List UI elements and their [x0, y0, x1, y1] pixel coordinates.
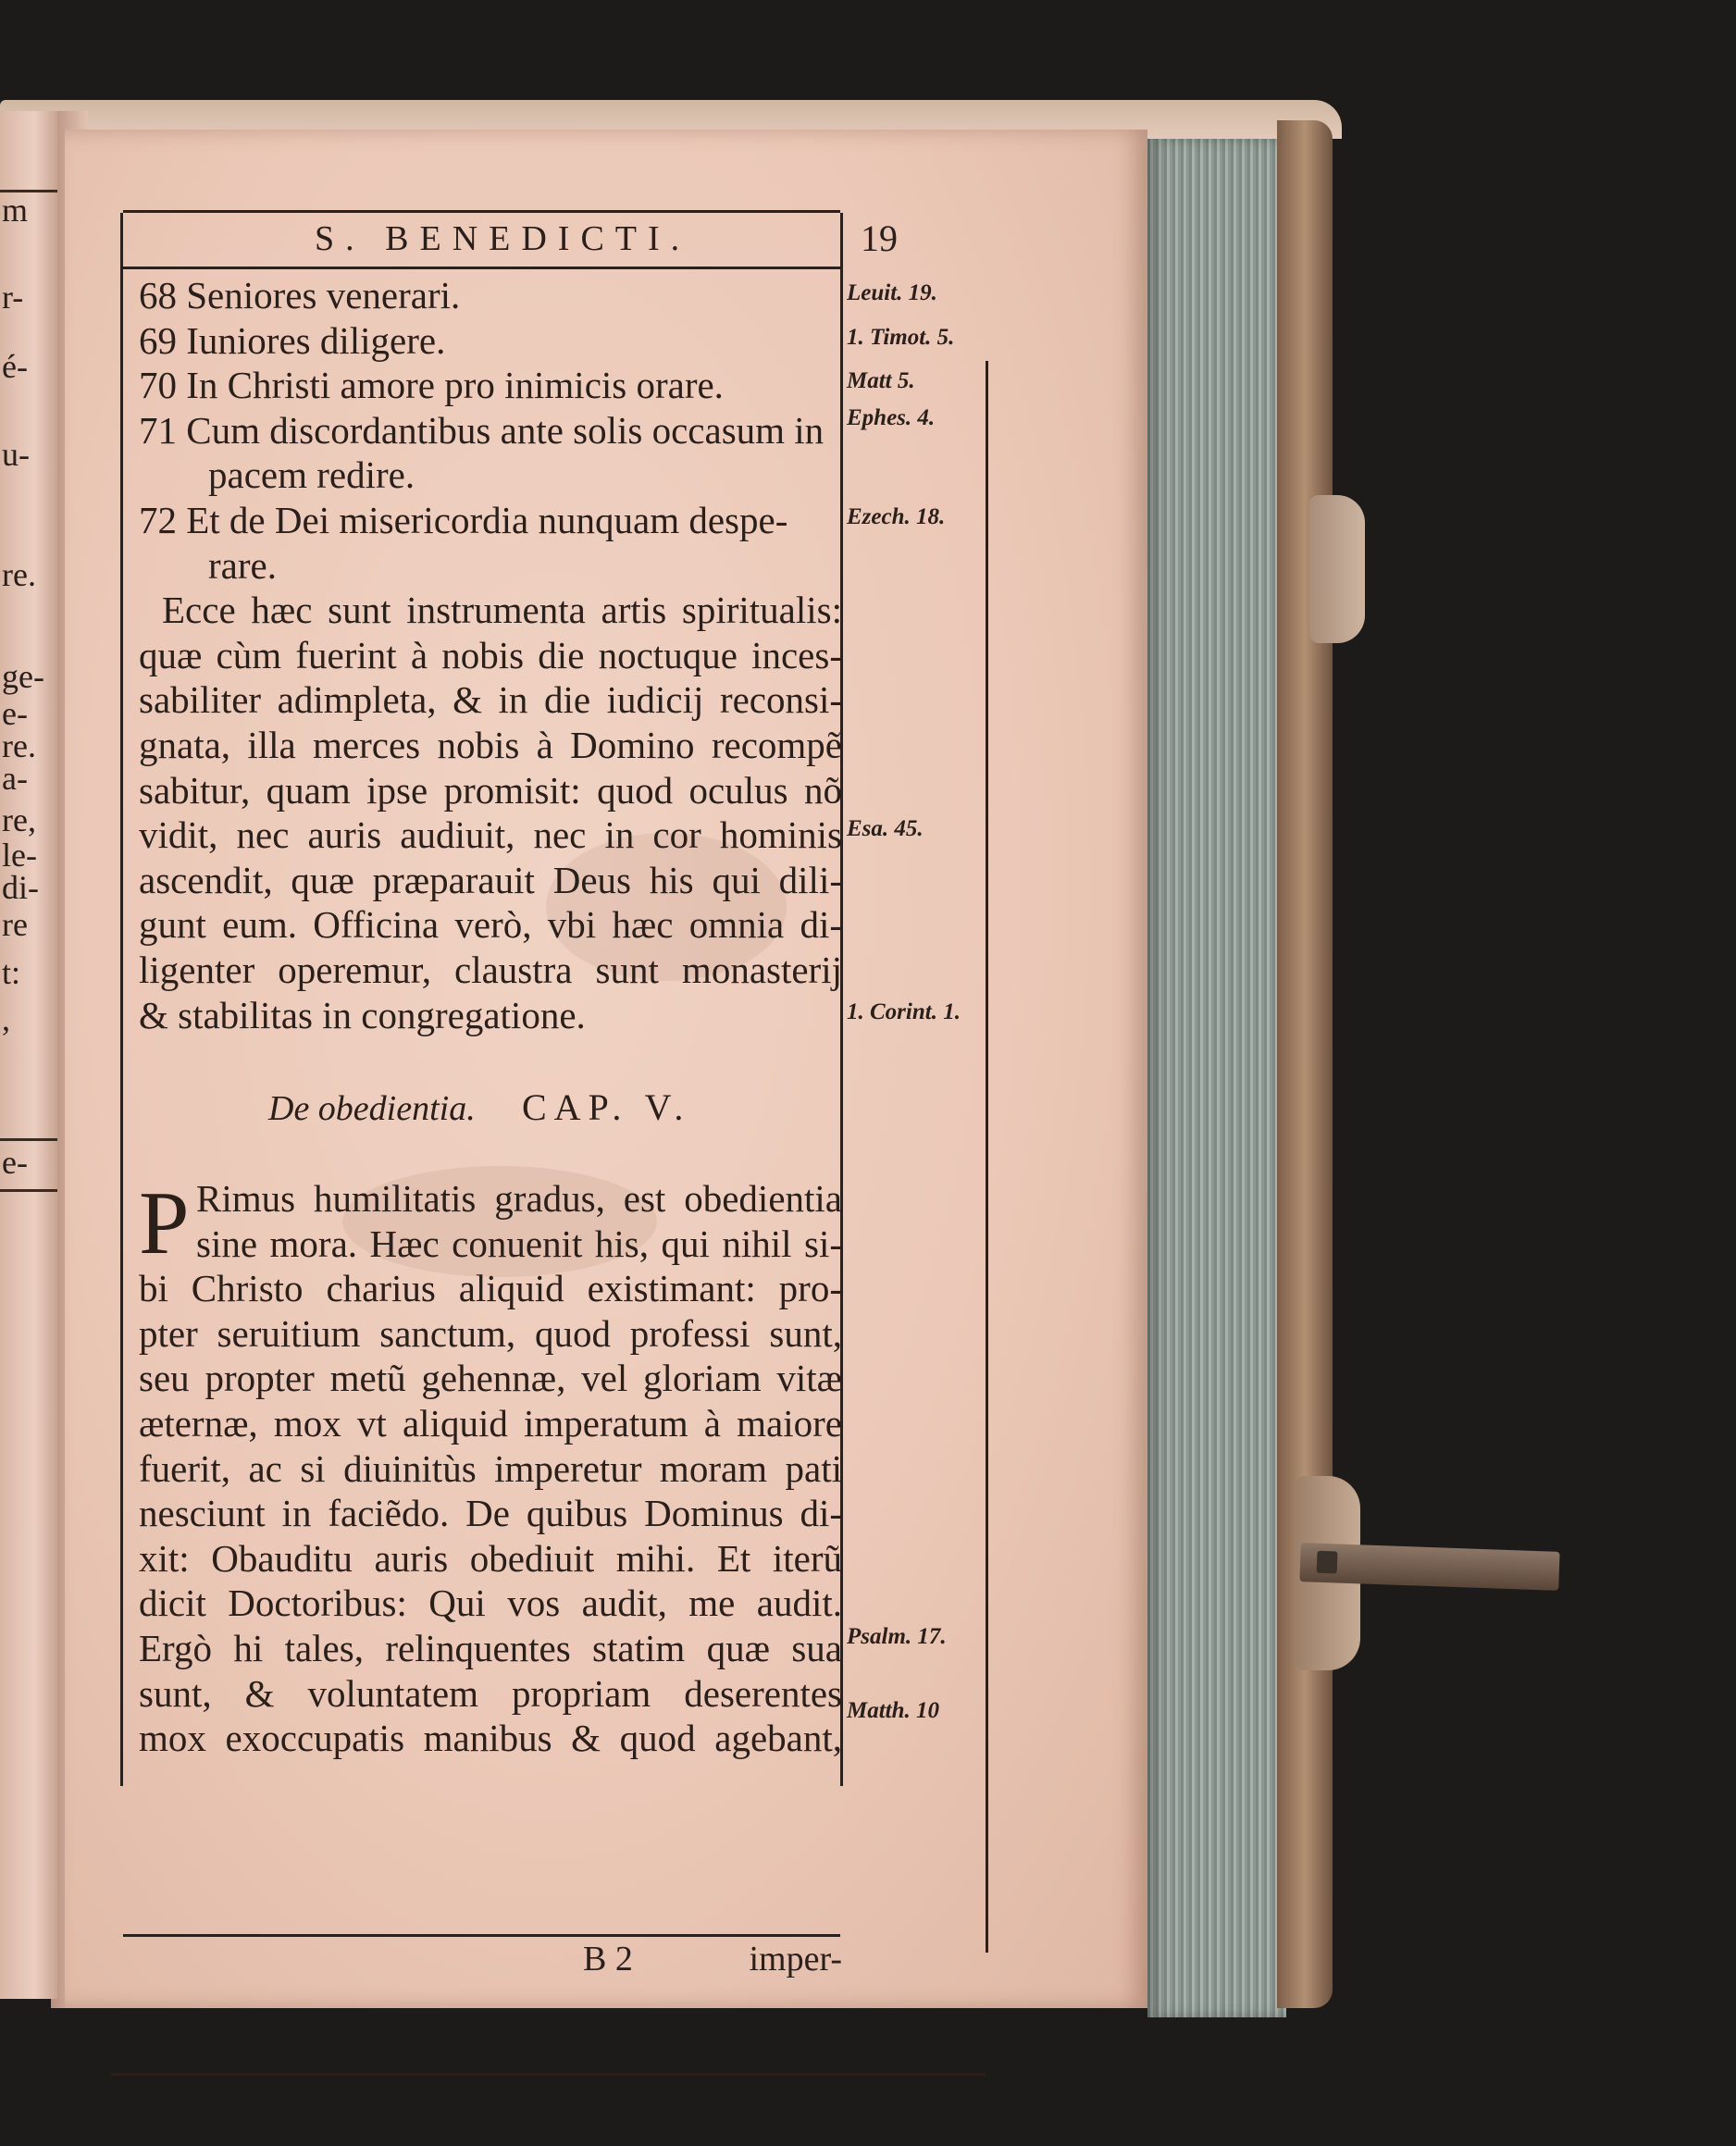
- spacer: [139, 1139, 842, 1176]
- text-line: pacem redire.: [208, 453, 415, 497]
- text-line: seu propter metũ gehennæ, vel gloriam vitæ: [139, 1357, 842, 1400]
- running-title: S. BENEDICTI.: [315, 219, 691, 258]
- left-page-fragment: [0, 111, 57, 1999]
- left-fragment: t:: [2, 954, 21, 991]
- text-bottom-rule: [123, 1934, 840, 1937]
- left-fragment: e-: [2, 695, 28, 732]
- text-line: rare.: [208, 543, 277, 587]
- left-fragment: di-: [2, 869, 39, 906]
- body-text: [139, 273, 842, 1761]
- text-line: sabiliter adimpleta, & in die iudicij reconsi-: [139, 678, 842, 722]
- text-line: pter seruitium sanctum, quod professi sunt,: [139, 1311, 842, 1355]
- clasp-catch: [1309, 495, 1365, 643]
- left-fragment: m: [2, 192, 29, 229]
- left-fragment: r-: [2, 279, 24, 316]
- left-fragment: é-: [2, 348, 28, 385]
- text-line: quæ cùm fuerint à nobis die noctuque inces-: [139, 633, 842, 676]
- left-page-rule: [0, 1138, 57, 1141]
- text-line: mox exoccupatis manibus & quod agebant,: [139, 1717, 842, 1760]
- margin-note: Leuit. 19.: [847, 280, 937, 305]
- margin-note: Psalm. 17.: [847, 1624, 947, 1649]
- text-line: 69 Iuniores diligere.: [139, 318, 446, 362]
- margin-note: Matt 5.: [847, 368, 915, 393]
- left-fragment: a-: [2, 760, 28, 797]
- text-line: & stabilitas in congregatione.: [139, 993, 586, 1036]
- text-line: sine mora. Hæc conuenit his, qui nihil si-: [196, 1222, 842, 1265]
- margin-note: Esa. 45.: [847, 816, 924, 841]
- left-page-rule: [0, 1189, 57, 1192]
- text-line: 71 Cum discordantibus ante solis occasum in: [139, 408, 825, 452]
- clasp-rivet: [1317, 1551, 1338, 1574]
- margin-note: 1. Timot. 5.: [847, 325, 955, 350]
- page-number: 19: [861, 217, 898, 259]
- frame-bottom-rule: [111, 2073, 986, 2076]
- page-footer: [139, 1939, 842, 1985]
- catchword: imper-: [749, 1940, 842, 1979]
- text-line: vidit, nec auris audiuit, nec in cor hominis: [139, 813, 842, 857]
- text-line: Ecce hæc sunt instrumenta artis spiritualis:: [162, 589, 842, 632]
- left-fragment: ,: [2, 1000, 10, 1037]
- running-head: [176, 215, 898, 270]
- left-fragment: re,: [2, 801, 36, 838]
- frame-top-rule: [123, 210, 840, 213]
- chapter-heading: [139, 1037, 842, 1139]
- left-fragment: re.: [2, 727, 36, 764]
- text-line: fuerit, ac si diuinitùs imperetur moram pati: [139, 1446, 842, 1490]
- left-fragment: re.: [2, 556, 36, 593]
- margin-frame-rule: [986, 361, 988, 1953]
- left-fragment: u-: [2, 436, 30, 473]
- margin-note: Matth. 10: [847, 1698, 940, 1723]
- left-fragment: le-: [2, 837, 37, 874]
- page-block-edge: [1147, 139, 1286, 2017]
- chapter-text: [139, 1173, 842, 1761]
- drop-cap: P: [139, 1173, 190, 1274]
- text-line: nesciunt in faciẽdo. De quibus Dominus di-: [139, 1492, 842, 1535]
- margin-notes: [847, 273, 986, 1846]
- text-line: sabitur, quam ipse promisit: quod oculus nõ: [139, 768, 842, 812]
- left-fragment: ge-: [2, 658, 44, 695]
- text-line: Rimus humilitatis gradus, est obedientia: [196, 1177, 842, 1221]
- text-line: sunt, & voluntatem propriam deserentes: [139, 1671, 842, 1715]
- margin-note: 1. Corint. 1.: [847, 999, 961, 1024]
- text-line: xit: Obauditu auris obediuit mihi. Et iterũ: [139, 1536, 842, 1580]
- leather-cover: [1277, 120, 1333, 2008]
- text-line: gnata, illa merces nobis à Domino recompẽ: [139, 723, 842, 766]
- text-line: 70 In Christi amore pro inimicis orare.: [139, 364, 724, 407]
- text-line: ascendit, quæ præparauit Deus his qui dili-: [139, 858, 842, 901]
- text-line: gunt eum. Officina verò, vbi hæc omnia di-: [139, 903, 842, 947]
- text-line: Ergò hi tales, relinquentes statim quæ sua: [139, 1627, 842, 1670]
- text-line: 72 Et de Dei misericordia nunquam despe-: [139, 498, 788, 541]
- text-line: dicit Doctoribus: Qui vos audit, me audit.: [139, 1582, 842, 1625]
- left-fragment: re: [2, 906, 28, 943]
- signature-mark: B 2: [583, 1940, 633, 1979]
- chapter-title: De obedientia.: [268, 1089, 476, 1129]
- chapter-number: CAP. V.: [521, 1086, 691, 1129]
- text-line: bi Christo charius aliquid existimant: pro-: [139, 1267, 842, 1310]
- margin-note: Ephes. 4.: [847, 405, 936, 430]
- text-line: 68 Seniores venerari.: [139, 274, 461, 316]
- text-line: æternæ, mox vt aliquid imperatum à maiore: [139, 1402, 842, 1445]
- left-fragment: e-: [2, 1144, 28, 1181]
- text-line: ligenter operemur, claustra sunt monasterij: [139, 948, 842, 991]
- page: [65, 130, 1147, 2008]
- margin-note: Ezech. 18.: [847, 504, 946, 529]
